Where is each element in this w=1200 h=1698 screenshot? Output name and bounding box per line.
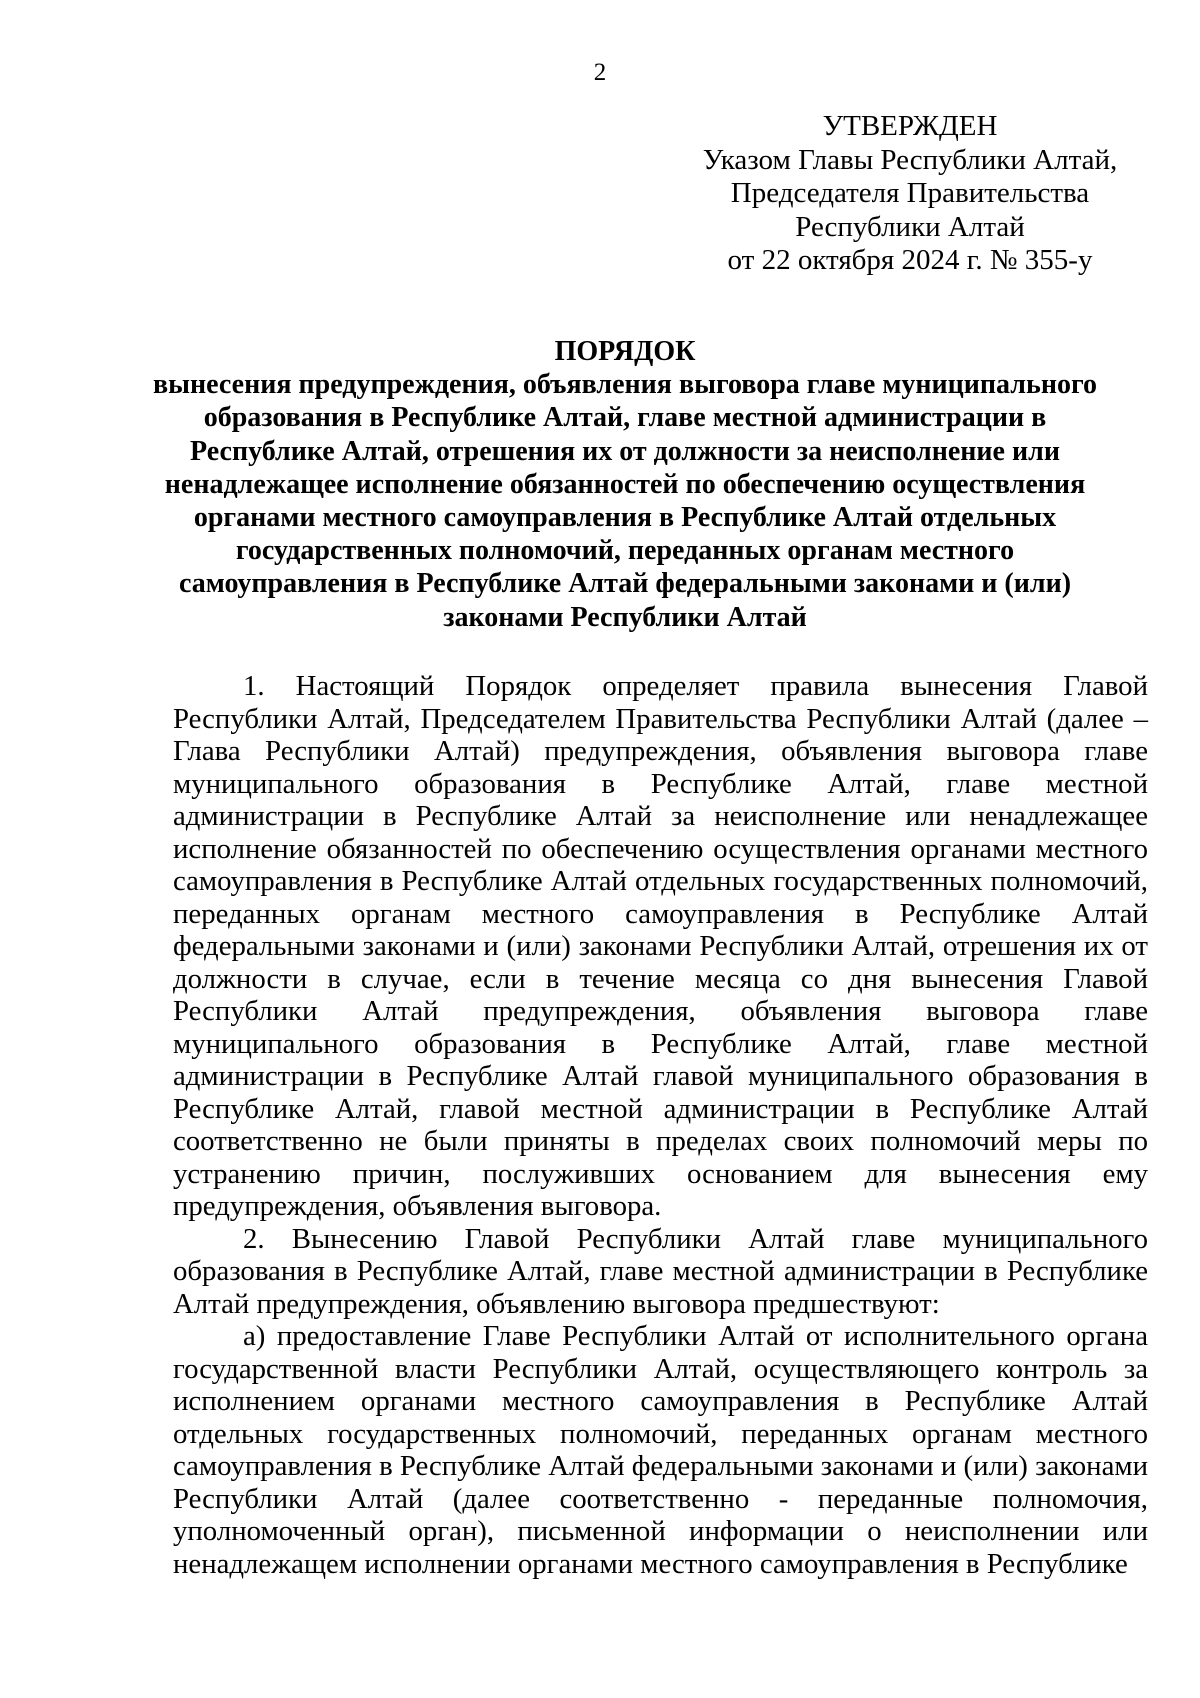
heading-line: ненадлежащее исполнение обязанностей по обеспечению осуществления [164,468,1086,500]
heading-line: государственных полномочий, переданных органам местного [235,535,1015,567]
approval-line: от 22 октября 2024 г. № 355-у [727,244,1093,276]
heading-line: образования в Республике Алтай, главе местной администрации в [203,402,1047,434]
heading-line: Республике Алтай, отрешения их от должности за неисполнение или [190,435,1060,467]
document-title: ПОРЯДОК [554,336,696,367]
approval-line: Республики Алтай [795,210,1025,243]
document-body [173,670,1148,1580]
paragraph-1: 1. Настоящий Порядок определяет правила вынесения Главой Республики Алтай, Председателем Правительства Республики Алтай (далее – Глава Республики Алтай) предупреждения, объявления выговора главе муниципального образования в Республике Алтай, главе местной администрации в Республике Алтай за неисполнение или ненадлежащее исполнение обязанностей по обеспечению осуществления органами местного самоуправления в Республике Алтай отдельных государственных полномочий, переданных органам местного самоуправления в Республике Алтай федеральными законами и (или) законами Республики Алтай, отрешения их от должности в случае, если в течение месяца со дня вынесения Главой Республики Алтай предупреждения, объявления выговора главе муниципального образования в Республике Алтай, главе местной администрации в Республике Алтай главой муниципального образования в Республике Алтай, главой местной администрации в Республике Алтай соответственно не были приняты в пределах своих полномочий меры по устранению причин, послуживших основанием для вынесения ему предупреждения, объявления выговора. [173,670,1148,1222]
approval-line: Указом Главы Республики Алтай, [702,143,1118,176]
heading-line: законами Республики Алтай [443,601,807,633]
document-heading [120,335,1130,634]
approval-line: УТВЕРЖДЕН [822,110,998,142]
heading-line: органами местного самоуправления в Республике Алтай отдельных [193,502,1057,534]
heading-line: самоуправления в Республике Алтай федеральными законами и (или) [178,568,1072,600]
paragraph-2: 2. Вынесению Главой Республики Алтай главе муниципального образования в Республике Алтай, главе местной администрации в Республике Алтай предупреждения, объявлению выговора предшествуют: [173,1222,1148,1320]
paragraph-2a: а) предоставление Главе Республики Алтай от исполнительного органа государственной власти Республики Алтай, осуществляющего контроль за исполнением органами местного самоуправления в Республике Алтай отдельных государственных полномочий, переданных органам местного самоуправления в Республике Алтай федеральными законами и (или) законами Республики Алтай (далее соответственно - переданные полномочия, уполномоченный орган), письменной информации о неисполнении или ненадлежащем исполнении органами местного самоуправления в Республике [173,1320,1148,1580]
approval-line: Председателя Правительства [730,177,1090,209]
page-number: 2 [593,59,607,86]
heading-line: вынесения предупреждения, объявления выговора главе муниципального [153,369,1097,401]
approval-stamp [700,110,1120,278]
